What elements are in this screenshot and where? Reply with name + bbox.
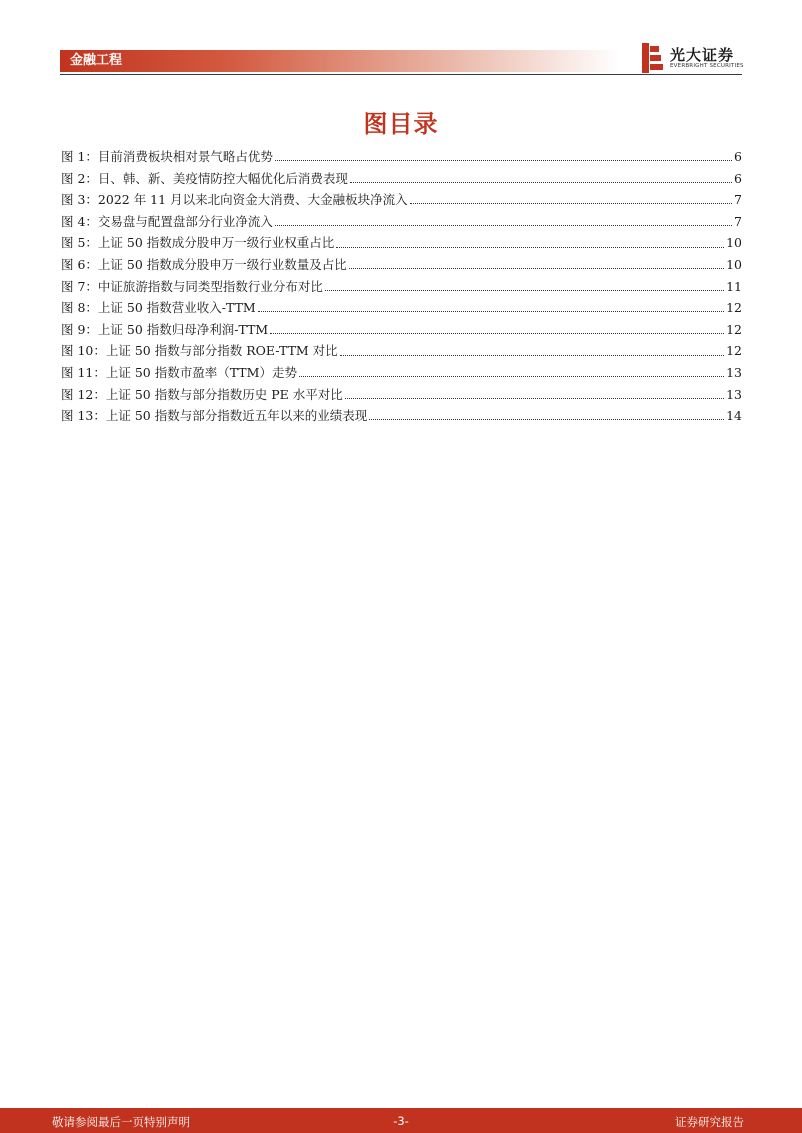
toc-entry-page: 7 xyxy=(734,213,742,229)
toc-dot-leader xyxy=(275,225,732,226)
toc-entry[interactable] xyxy=(61,340,742,362)
section-label: 金融工程 xyxy=(70,53,123,68)
toc-entry[interactable] xyxy=(61,232,742,254)
toc-entry[interactable] xyxy=(61,254,742,276)
toc-dot-leader xyxy=(336,247,724,248)
toc-entry-page: 12 xyxy=(726,343,742,359)
header-band xyxy=(60,50,620,72)
toc-entry-label: 图 13：上证 50 指数与部分指数近五年以来的业绩表现 xyxy=(61,408,368,424)
toc-entry-label: 图 9：上证 50 指数归母净利润-TTM xyxy=(61,321,269,337)
toc-entry[interactable] xyxy=(61,362,742,384)
toc-dot-leader xyxy=(340,355,724,356)
toc-dot-leader xyxy=(350,182,732,183)
brand-subtitle: EVERBRIGHT SECURITIES xyxy=(670,63,744,69)
toc-entry-page: 10 xyxy=(726,256,742,272)
toc-dot-leader xyxy=(270,333,724,334)
toc-dot-leader xyxy=(325,290,724,291)
toc-dot-leader xyxy=(258,311,724,312)
toc-dot-leader xyxy=(299,376,724,377)
toc-entry-label: 图 7：中证旅游指数与同类型指数行业分布对比 xyxy=(61,278,323,294)
toc-entry-label: 图 12：上证 50 指数与部分指数历史 PE 水平对比 xyxy=(61,386,343,402)
toc-entry[interactable] xyxy=(61,189,742,211)
toc-entry-label: 图 8：上证 50 指数营业收入-TTM xyxy=(61,300,256,316)
toc-entry-label: 图 3：2022 年 11 月以来北向资金大消费、大金融板块净流入 xyxy=(61,192,408,208)
toc-entry-page: 11 xyxy=(726,278,742,294)
toc-entry-label: 图 2：日、韩、新、美疫情防控大幅优化后消费表现 xyxy=(61,170,348,186)
toc-entry-page: 10 xyxy=(726,235,742,251)
toc-entry-label: 图 10：上证 50 指数与部分指数 ROE-TTM 对比 xyxy=(61,343,338,359)
toc-dot-leader xyxy=(349,268,724,269)
toc-entry[interactable] xyxy=(61,168,742,190)
toc-entry-page: 13 xyxy=(726,386,742,402)
toc-entry[interactable] xyxy=(61,405,742,427)
toc-entry[interactable] xyxy=(61,276,742,298)
footer-page-number: -3- xyxy=(393,1114,409,1128)
toc-entry-label: 图 11：上证 50 指数市盈率（TTM）走势 xyxy=(61,364,297,380)
brand-logo-mark xyxy=(640,43,664,73)
toc-entry[interactable] xyxy=(61,297,742,319)
toc-dot-leader xyxy=(369,419,724,420)
toc-dot-leader xyxy=(275,160,732,161)
toc-entry-page: 7 xyxy=(734,192,742,208)
header-divider xyxy=(60,74,742,75)
toc-entry[interactable] xyxy=(61,211,742,233)
toc-entry-page: 6 xyxy=(734,149,742,164)
toc-dot-leader xyxy=(410,203,732,204)
toc-entry-label: 图 1：目前消费板块相对景气略占优势 xyxy=(61,149,273,164)
toc-entry[interactable] xyxy=(61,146,742,168)
brand-logo xyxy=(640,42,750,74)
toc-entry-page: 6 xyxy=(734,170,742,186)
toc-entry-label: 图 5：上证 50 指数成分股申万一级行业权重占比 xyxy=(61,235,335,251)
brand-name: 光大证券 xyxy=(670,46,735,64)
toc-entry-label: 图 6：上证 50 指数成分股申万一级行业数量及占比 xyxy=(61,256,347,272)
footer-doc-type: 证券研究报告 xyxy=(675,1115,744,1129)
toc-dot-leader xyxy=(345,398,724,399)
figure-toc-list xyxy=(61,146,742,427)
toc-entry[interactable] xyxy=(61,319,742,341)
toc-entry-page: 14 xyxy=(726,408,742,424)
toc-entry-page: 12 xyxy=(726,321,742,337)
toc-entry-page: 12 xyxy=(726,300,742,316)
toc-entry[interactable] xyxy=(61,384,742,406)
toc-entry-label: 图 4：交易盘与配置盘部分行业净流入 xyxy=(61,213,273,229)
page-title: 图目录 xyxy=(363,110,439,138)
toc-entry-page: 13 xyxy=(726,364,742,380)
footer-disclaimer: 敬请参阅最后一页特别声明 xyxy=(52,1115,190,1129)
